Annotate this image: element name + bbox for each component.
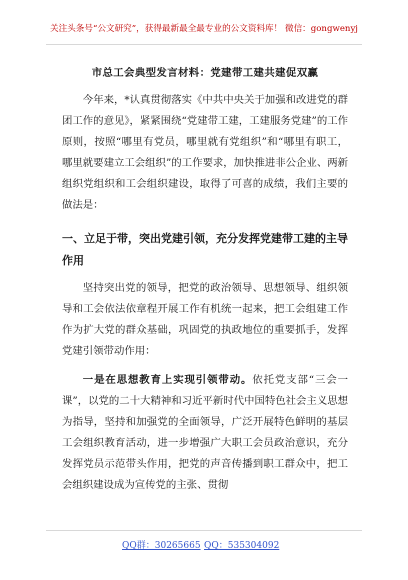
qq-contact-link[interactable]: QQ：535304092 [204,541,280,551]
document-body [62,58,348,496]
promo-banner: 关注头条号“公文研究”，获得最新最全最专业的公文资料库！ 微信：gongwenyj [50,24,358,34]
section-paragraph: 坚持突出党的领导，把党的政治领导、思想领导、组织领导和工会依法依章程开展工作有机统一起来，把工会组建工作作为扩大党的群众基础，巩固党的执政地位的重要抓手，发挥党建引领带动作用： [62,282,348,357]
qq-group-link[interactable]: QQ群：30265665 [122,541,201,551]
point-paragraph [62,370,348,496]
point-lead: 一是在思想教育上实现引领带动。 [82,374,253,386]
intro-paragraph: 今年来，*认真贯彻落实《中共中央关于加强和改进党的群团工作的意见》，紧紧围绕“党建带工建，工建服务党建”的工作原则，按照“哪里有党员，哪里就有党组织”和“哪里有职工，哪里就要建立工会组织”的工作要求，加快推进非公企业、两新组织党组织和工会组织建设，取得了可喜的成绩，我们主要的做法是： [62,94,348,211]
header-divider [46,44,362,45]
point-text: 依托党支部“三会一课”，以党的二十大精神和习近平新时代中国特色社会主义思想为指导，坚持和加强党的全面领导，广泛开展特色鲜明的基层工会组织教育活动，进一步增强广大职工会员政治意识，充分发挥党员示范带头作用，把党的声音传播到职工群众中，把工会组织建设成为宣传党的主张、贯彻 [62,374,349,491]
document-title: 市总工会典型发言材料：党建带工建共建促双赢 [91,67,319,79]
section-heading-1: 一、立足于带，突出党建引领，充分发挥党建带工建的主导作用 [62,232,348,267]
page-header [0,0,408,60]
page-footer [46,530,362,561]
